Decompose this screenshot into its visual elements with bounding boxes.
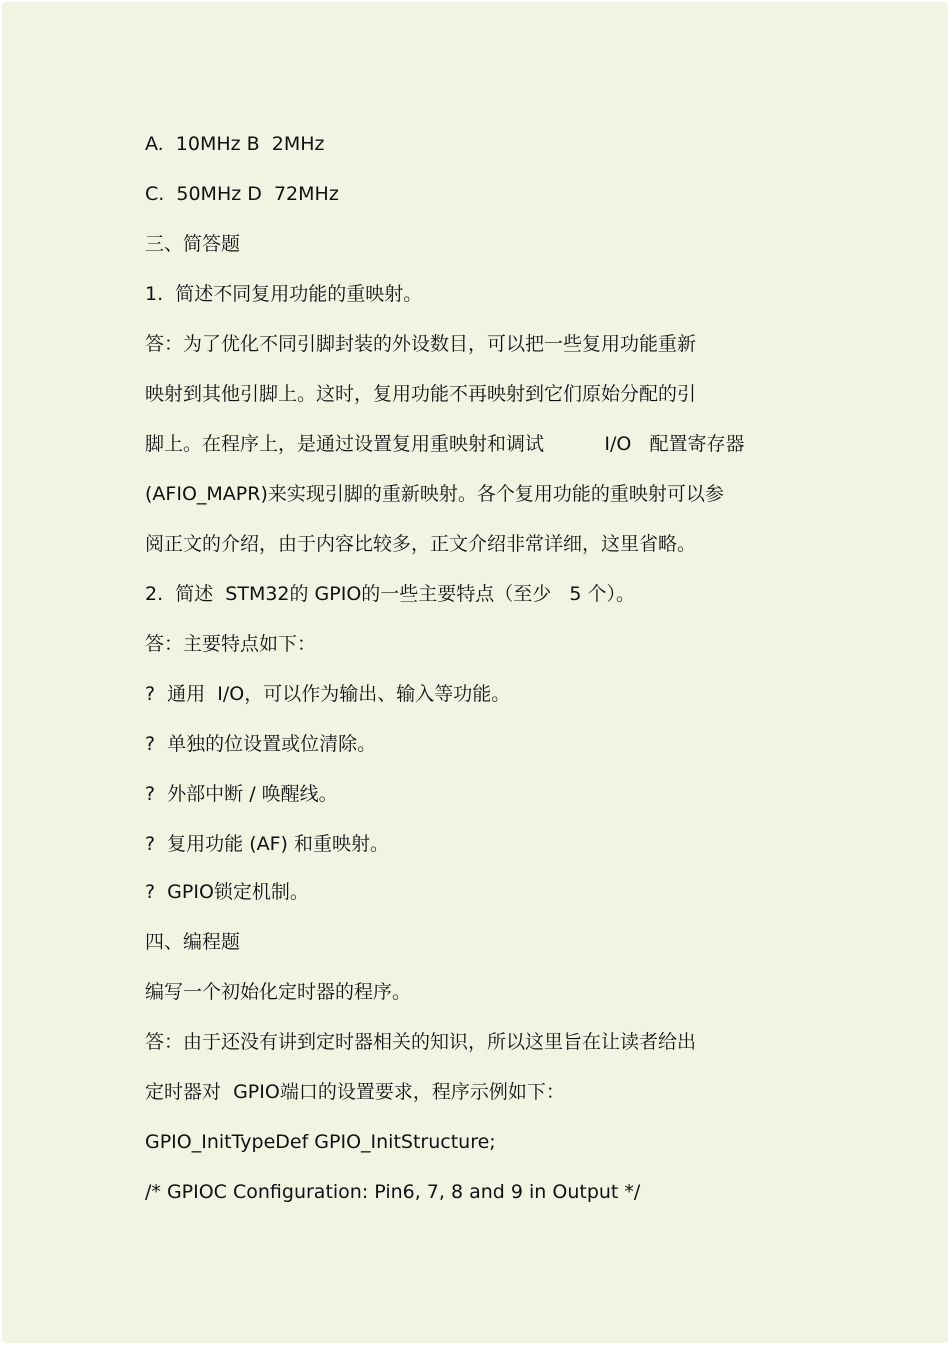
answer-1-line-2: 映射到其他引脚上。这时，复用功能不再映射到它们原始分配的引: [145, 383, 697, 405]
code-comment-line: /* GPIOC Configuration: Pin6, 7, 8 and 9 in Output */: [145, 1181, 641, 1203]
feature-item: ? GPIO锁定机制。: [145, 881, 309, 903]
question-2: 2. 简述 STM32的 GPIO的一些主要特点（至少 5 个）。: [145, 583, 636, 605]
feature-item: ? 外部中断 / 唤醒线。: [145, 783, 338, 805]
document-page: [2, 2, 948, 1343]
choice-line-c-d: C. 50MHz D 72MHz: [145, 183, 339, 205]
programming-answer-line-2: 定时器对 GPIO端口的设置要求，程序示例如下：: [145, 1081, 565, 1103]
feature-item: ? 复用功能 (AF) 和重映射。: [145, 833, 389, 855]
question-1: 1. 简述不同复用功能的重映射。: [145, 283, 423, 305]
feature-item: ? 通用 I/O，可以作为输出、输入等功能。: [145, 683, 511, 705]
section-heading-programming: 四、编程题: [145, 931, 241, 953]
answer-1-line-4: (AFIO_MAPR)来实现引脚的重新映射。各个复用功能的重映射可以参: [145, 483, 724, 505]
feature-item: ? 单独的位设置或位清除。: [145, 733, 377, 755]
answer-2-intro: 答：主要特点如下：: [145, 633, 317, 655]
answer-1-line-5: 阅正文的介绍，由于内容比较多，正文介绍非常详细，这里省略。: [145, 533, 697, 555]
choice-line-a-b: A. 10MHz B 2MHz: [145, 133, 325, 155]
programming-answer-line-1: 答：由于还没有讲到定时器相关的知识，所以这里旨在让读者给出: [145, 1031, 697, 1053]
code-line: GPIO_InitTypeDef GPIO_InitStructure;: [145, 1131, 496, 1153]
programming-question: 编写一个初始化定时器的程序。: [145, 981, 412, 1003]
answer-1-line-1: 答：为了优化不同引脚封装的外设数目，可以把一些复用功能重新: [145, 333, 697, 355]
answer-1-line-3: 脚上。在程序上，是通过设置复用重映射和调试 I/O 配置寄存器: [145, 433, 745, 455]
section-heading-short-answer: 三、简答题: [145, 233, 241, 255]
